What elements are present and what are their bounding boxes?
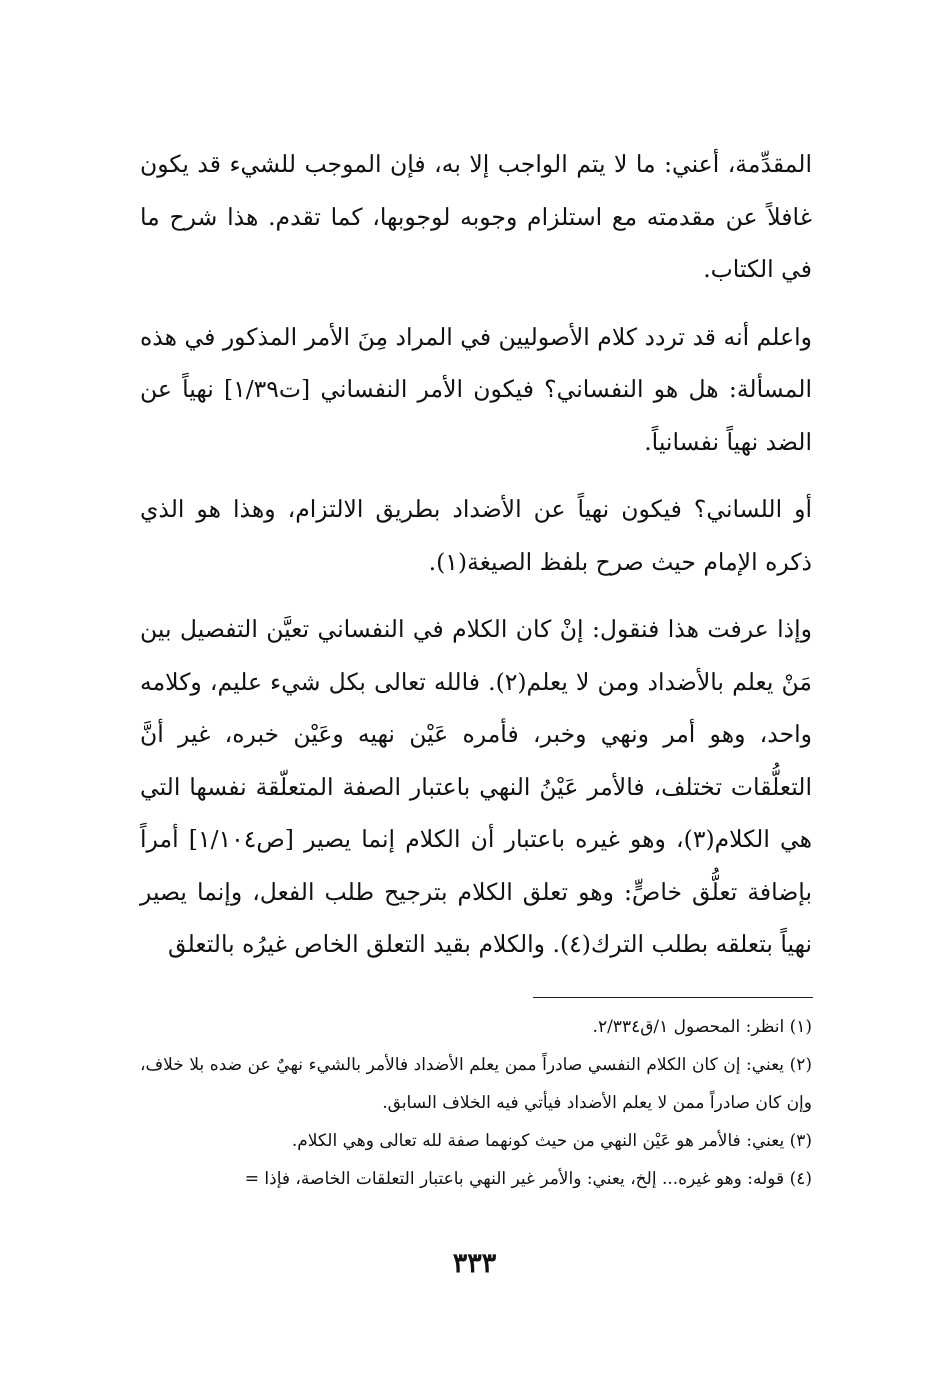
- paragraph-4: وإذا عرفت هذا فنقول: إنْ كان الكلام في النفساني تعيَّن التفصيل بين مَنْ يعلم بالأضداد ومن لا يعلم(٢). فالله تعالى بكل شيء عليم، وكلامه واحد، وهو أمر ونهي وخبر، فأمره عَيْن نهيه وعَيْن خبره، غير أنَّ التعلُّقات تختلف، فالأمر عَيْنُ النهي باعتبار الصفة المتعلّقة نفسها التي هي الكلام(٣)، وهو غيره باعتبار أن الكلام إنما يصير [ص١/١٠٤] أمراً بإضافة تعلُّق خاصٍّ: وهو تعلق الكلام بترجيح طلب الفعل، وإنما يصير نهياً بتعلقه بطلب الترك(٤). والكلام بقيد التعلق الخاص غيرُه بالتعلق: [140, 615, 812, 958]
- footnote-4: (٤) قوله: وهو غيره... إلخ، يعني: والأمر غير النهي باعتبار التعلقات الخاصة، فإذا =: [244, 1169, 812, 1189]
- main-text: [140, 138, 812, 971]
- paragraph-2: واعلم أنه قد تردد كلام الأصوليين في المراد مِنَ الأمر المذكور في هذه المسألة: هل هو النفساني؟ فيكون الأمر النفساني [ت١/٣٩] نهياً عن الضد نهياً نفسانياً.: [140, 322, 812, 456]
- paragraph-1: المقدِّمة، أعني: ما لا يتم الواجب إلا به، فإن الموجب للشيء قد يكون غافلاً عن مقدمته مع استلزام وجوبه لوجوبها، كما تقدم. هذا شرح ما في الكتاب.: [140, 150, 812, 283]
- page-number: ٣٣٣: [452, 1248, 497, 1279]
- footnote-3: (٣) يعني: فالأمر هو عَيْن النهي من حيث كونهما صفة لله تعالى وهي الكلام.: [291, 1131, 812, 1151]
- footnote-2: (٢) يعني: إن كان الكلام النفسي صادراً ممن يعلم الأضداد فالأمر بالشيء نهيٌ عن ضده بلا خلاف، وإن كان صادراً ممن لا يعلم الأضداد فيأتي فيه الخلاف السابق.: [140, 1055, 812, 1113]
- footnote-separator: [533, 997, 813, 998]
- footnote-1: (١) انظر: المحصول ١/ق٢/٣٣٤.: [592, 1017, 812, 1037]
- paragraph-3: أو اللساني؟ فيكون نهياً عن الأضداد بطريق الالتزام، وهذا هو الذي ذكره الإمام حيث صرح بلفظ الصيغة(١).: [140, 495, 812, 576]
- footnotes: [140, 1008, 812, 1198]
